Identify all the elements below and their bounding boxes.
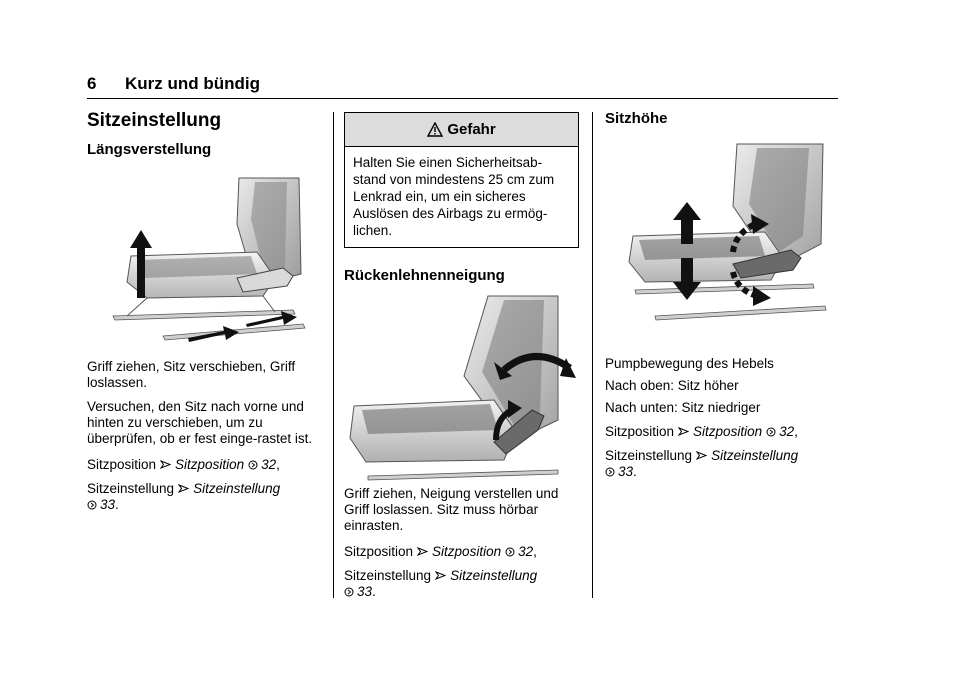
paragraph: Griff ziehen, Neigung verstellen und Griff loslassen. Sitz muss hörbar einrasten.: [344, 486, 559, 533]
seat-height-illustration: [605, 140, 837, 330]
column-1: [87, 110, 322, 513]
reference-label: Sitzposition: [87, 457, 157, 472]
page-reference-icon: [87, 500, 97, 510]
warning-text: Halten Sie einen Sicherheitsab-stand von mindestens 25 cm zum Lenkrad ein, um ein sicheres Auslösen des Airbags zu ermög-lichen.: [353, 155, 555, 238]
cross-reference: Sitzposition Sitzposition 32,: [605, 424, 798, 439]
paragraph: Versuchen, den Sitz nach vorne und hinten zu verschieben, um zu überprüfen, ob er fest einge-rastet ist.: [87, 399, 313, 446]
page-reference-icon: [344, 587, 354, 597]
reference-page[interactable]: 32: [261, 457, 277, 472]
reference-label: Sitzeinstellung: [87, 481, 175, 496]
page-reference-icon: [766, 427, 776, 437]
cross-reference-arrow-icon: [160, 459, 171, 470]
cross-reference: Sitzposition Sitzposition 32,: [87, 457, 280, 472]
reference-link[interactable]: Sitzeinstellung: [711, 448, 799, 463]
page-reference-icon: [605, 467, 615, 477]
column-divider-2: [592, 112, 593, 598]
reference-link[interactable]: Sitzeinstellung: [193, 481, 281, 496]
warning-header: [345, 113, 578, 147]
page-header: [87, 70, 838, 99]
page-reference-icon: [248, 460, 258, 470]
column-divider-1: [333, 112, 334, 598]
reference-label: Sitzposition: [344, 544, 414, 559]
cross-reference-arrow-icon: [696, 450, 707, 461]
reference-label: Sitzeinstellung: [605, 448, 693, 463]
reference-label: Sitzeinstellung: [344, 568, 432, 583]
reference-link[interactable]: Sitzposition: [432, 544, 502, 559]
page-number: 6: [87, 74, 97, 93]
subsection-heading-fore-aft: Längsverstellung: [87, 141, 212, 158]
cross-reference-arrow-icon: [178, 483, 189, 494]
section-heading: Sitzeinstellung: [87, 110, 222, 131]
chapter-title: Kurz und bündig: [125, 74, 261, 93]
paragraph: Nach unten: Sitz niedriger: [605, 400, 761, 415]
cross-reference-arrow-icon: [678, 426, 689, 437]
reference-link[interactable]: Sitzposition: [693, 424, 763, 439]
column-2: [344, 112, 579, 600]
reference-page[interactable]: 33: [100, 497, 116, 512]
subsection-heading-recline: Rückenlehnenneigung: [344, 267, 505, 284]
reference-page[interactable]: 32: [779, 424, 795, 439]
warning-box: [344, 112, 579, 248]
paragraph: Griff ziehen, Sitz verschieben, Griff loslassen.: [87, 359, 296, 390]
subsection-heading-height: Sitzhöhe: [605, 110, 668, 127]
paragraph: Nach oben: Sitz höher: [605, 378, 739, 393]
cross-reference-arrow-icon: [435, 570, 446, 581]
reference-page[interactable]: 33: [357, 584, 373, 599]
reference-page[interactable]: 32: [518, 544, 534, 559]
cross-reference: Sitzeinstellung Sitzeinstellung 33.: [87, 481, 281, 512]
cross-reference: Sitzeinstellung Sitzeinstellung 33.: [344, 568, 538, 599]
warning-title: Gefahr: [447, 121, 496, 138]
reference-label: Sitzposition: [605, 424, 675, 439]
reference-page[interactable]: 33: [618, 464, 634, 479]
cross-reference: Sitzposition Sitzposition 32,: [344, 544, 537, 559]
cross-reference: Sitzeinstellung Sitzeinstellung 33.: [605, 448, 799, 479]
cross-reference-arrow-icon: [417, 546, 428, 557]
paragraph: Pumpbewegung des Hebels: [605, 356, 774, 371]
seat-fore-aft-illustration: [87, 164, 317, 354]
seat-recline-illustration: [344, 292, 576, 484]
reference-link[interactable]: Sitzposition: [175, 457, 245, 472]
reference-link[interactable]: Sitzeinstellung: [450, 568, 538, 583]
column-3: [605, 110, 840, 480]
warning-triangle-icon: [427, 122, 443, 137]
page-reference-icon: [505, 547, 515, 557]
